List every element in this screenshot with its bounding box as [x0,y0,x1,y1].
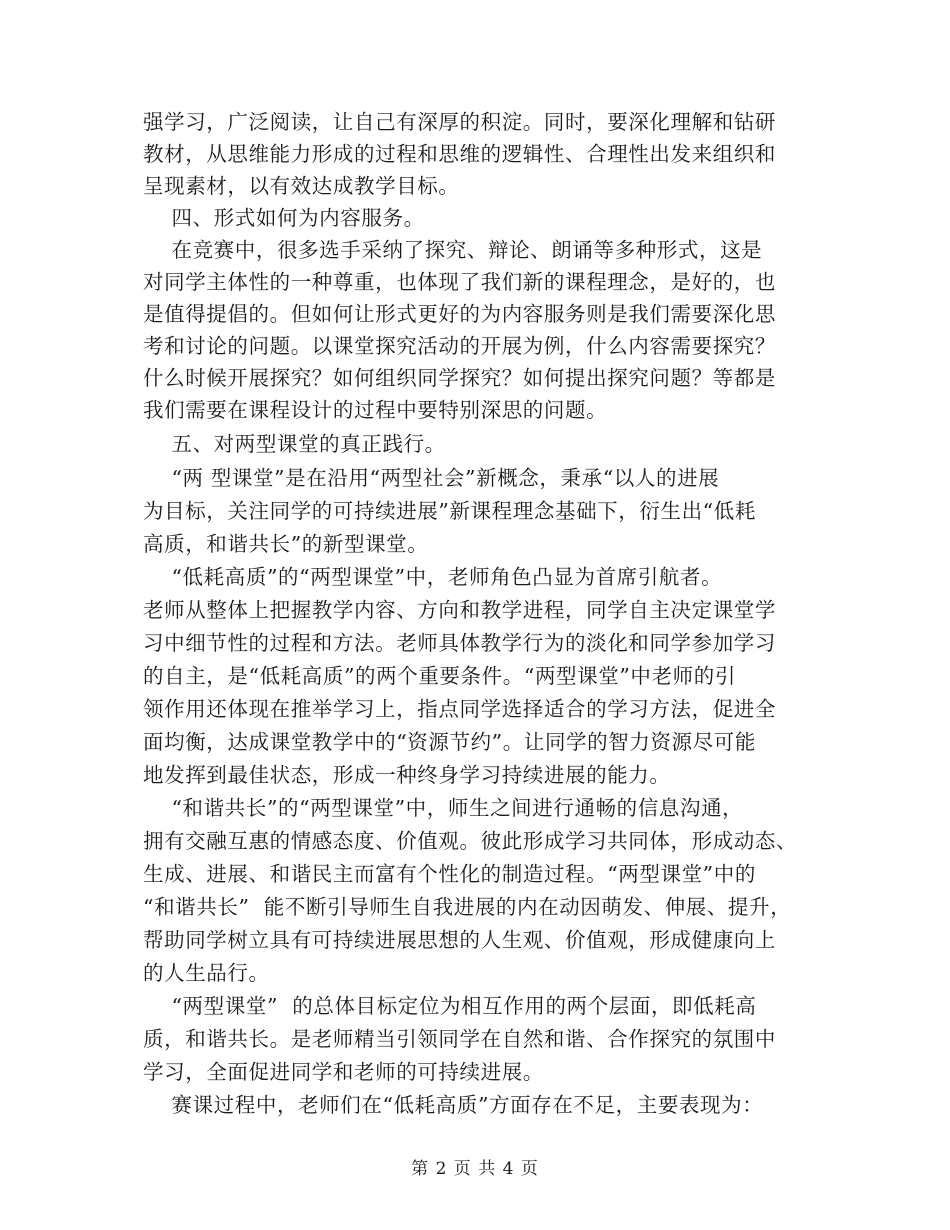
text-line: 拥有交融互惠的情感态度、价值观。彼此形成学习共同体，形成动态、 [143,829,798,853]
section-heading: 四、形式如何为内容服务。 [143,206,425,230]
text-line: 生成、进展、和谐民主而富有个性化的制造过程。“两型课堂”中的 [143,862,756,886]
text-line: 对同学主体性的一种尊重，也体现了我们新的课程理念，是好的，也 [143,270,776,294]
text-line: 是值得提倡的。但如何让形式更好的为内容服务则是我们需要深化思 [143,302,776,326]
text-line: 帮助同学树立具有可持续进展思想的人生观、价值观，形成健康向上 [143,928,776,952]
text-line: 呈现素材，以有效达成教学目标。 [143,174,460,198]
text-line: 地发挥到最佳状态，形成一种终身学习持续进展的能力。 [143,763,671,787]
page-footer: 第 2 页 共 4 页 [411,1159,539,1179]
text-line: 什么时候开展探究？如何组织同学探究？如何提出探究问题？等都是 [143,366,776,390]
text-line: “和谐共长”的“两型课堂”中，师生之间进行通畅的信息沟通， [143,796,744,820]
text-line: 领作用还体现在推举学习上，指点同学选择适合的学习方法，促进全 [143,697,776,721]
text-line: 面均衡，达成课堂教学中的“资源节约”。让同学的智力资源尽可能 [143,730,756,754]
text-line: 习中细节性的过程和方法。老师具体教学行为的淡化和同学参加学习 [143,631,776,655]
text-line: 强学习，广泛阅读，让自己有深厚的积淀。同时，要深化理解和钻研 [143,110,776,134]
text-line: “两型课堂” 的总体目标定位为相互作用的两个层面，即低耗高 [143,994,757,1018]
text-line: 在竞赛中，很多选手采纳了探究、辩论、朗诵等多种形式，这是 [143,238,763,262]
text-line: “低耗高质”的“两型课堂”中，老师角色凸显为首席引航者。 [143,565,723,589]
text-line: 我们需要在课程设计的过程中要特别深思的问题。 [143,398,608,422]
text-line: 的自主，是“低耗高质”的两个重要条件。“两型课堂”中老师的引 [143,664,736,688]
text-line: “两 型课堂”是在沿用“两型社会”新概念，秉承“以人的进展 [143,466,720,490]
text-line: 高质，和谐共长”的新型课堂。 [143,532,429,556]
text-line: 学习，全面促进同学和老师的可持续进展。 [143,1060,544,1084]
section-heading: 五、对两型课堂的真正践行。 [143,432,446,456]
text-line: 赛课过程中，老师们在“低耗高质”方面存在不足，主要表现为： [143,1093,764,1117]
text-line: “和谐共长” 能不断引导师生自我进展的内在动因萌发、伸展、提升， [143,895,792,919]
text-line: 考和讨论的问题。以课堂探究活动的开展为例，什么内容需要探究？ [143,334,776,358]
text-line: 的人生品行。 [143,961,270,985]
text-line: 质，和谐共长。是老师精当引领同学在自然和谐、合作探究的氛围中 [143,1027,776,1051]
text-line: 为目标，关注同学的可持续进展”新课程理念基础下，衍生出“低耗 [143,499,756,523]
text-line: 教材，从思维能力形成的过程和思维的逻辑性、合理性出发来组织和 [143,142,776,166]
text-line: 老师从整体上把握教学内容、方向和教学进程，同学自主决定课堂学 [143,598,776,622]
